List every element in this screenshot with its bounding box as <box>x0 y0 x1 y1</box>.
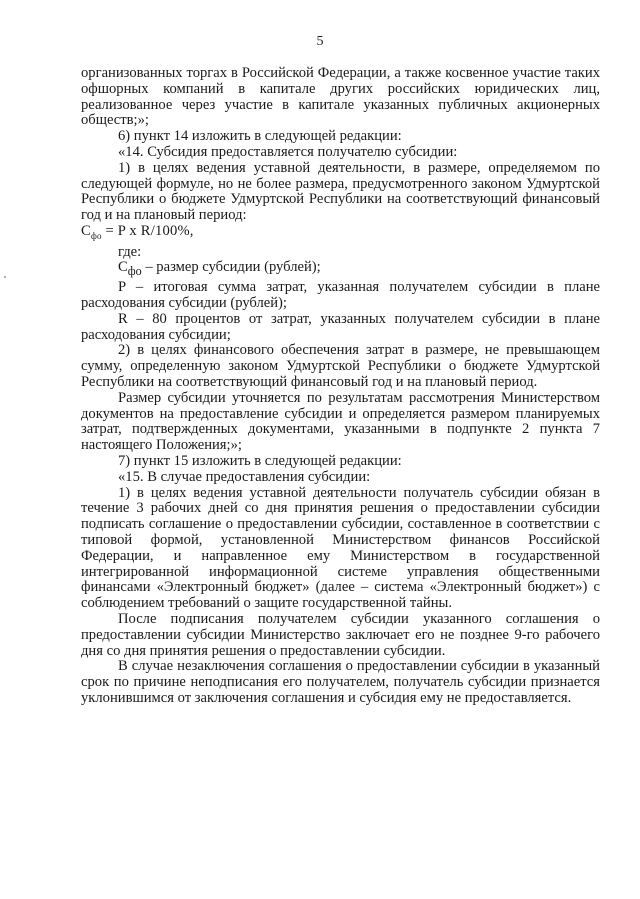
scan-artifact-dot <box>4 276 6 278</box>
paragraph-continuation: организованных торгах в Российской Федерации, а также косвенное участие таких офшорных компаний в капитале других российских юридических лиц, реализованное через участие в капитале указанных публичных акционерных обществ;»; <box>81 65 600 129</box>
paragraph-non-conclusion: В случае незаключения соглашения о предоставлении субсидии в указанный срок по причине неподписания его получателем, получатель субсидии признается уклонившимся от заключения соглашения и субсидия ему не предоставляется. <box>81 658 600 706</box>
formula-expression: = P x R/100%, <box>101 222 194 239</box>
paragraph-item-7: 7) пункт 15 изложить в следующей редакции: <box>118 452 402 469</box>
formula-subscript: фо <box>90 230 102 241</box>
paragraph-clause-15-1: 1) в целях ведения уставной деятельности получатель субсидии обязан в течение 3 рабочих дней со дня принятия решения о предоставлении субсидии подписать соглашение о предоставлении субсидии, составленное в соответствии с типовой формой, установленной Министерством финансов Российской Федерации, и направленное ему Министерством в государственной интегрированной информационной системе управления общественными финансами «Электронный бюджет» (далее – система «Электронный бюджет») с соблюдением требований о защите государственной тайны. <box>81 484 600 612</box>
definition-cfo-text: – размер субсидии (рублей); <box>145 259 321 276</box>
definition-p: P – итоговая сумма затрат, указанная получателем субсидии в плане расходования субсидии (рублей); <box>81 279 600 311</box>
paragraph-after-signing: После подписания получателем субсидии указанного соглашения о предоставлении субсидии Министерство заключает его не позднее 9-го рабочего дня со дня принятия решения о предоставлении субсидии. <box>81 610 600 659</box>
paragraph-clause-15: «15. В случае предоставления субсидии: <box>118 468 371 485</box>
paragraph-item-6: 6) пункт 14 изложить в следующей редакции: <box>118 128 402 145</box>
document-body <box>81 66 600 707</box>
definition-cfo-subscript: фо <box>127 264 142 279</box>
page-number: 5 <box>316 34 324 49</box>
definition-cfo: $С_{фо}$ – размер субсидии (рублей); <box>118 259 321 279</box>
definitions-intro: где: <box>118 243 142 260</box>
formula-definitions <box>81 245 600 344</box>
subsidy-formula: $С_{фо} = P$ x R/100%, <box>81 222 194 241</box>
paragraph-clause-14-2: 2) в целях финансового обеспечения затрат в размере, не превышающем сумму, определенную законом Удмуртской Республики о бюджете Удмуртской Республики на соответствующий финансовый год и на плановый период. <box>81 342 600 390</box>
paragraph-clause-14: «14. Субсидия предоставляется получателю субсидии: <box>118 143 458 160</box>
paragraph-clause-14-1: 1) в целях ведения уставной деятельности, в размере, определяемом по следующей формуле, но не более размера, предусмотренного законом Удмуртской Республики о бюджете Удмуртской Республики на соответствующий финансовый год и на плановый период: <box>81 159 600 224</box>
definition-r: R – 80 процентов от затрат, указанных получателем субсидии в плане расходования субсидии; <box>81 310 600 343</box>
paragraph-subsidy-amount: Размер субсидии уточняется по результатам рассмотрения Министерством документов на предоставление субсидии и определяется размером планируемых затрат, подтвержденных документами, указанными в подпункте 2 пункта 7 настоящего Положения;»; <box>81 389 600 454</box>
